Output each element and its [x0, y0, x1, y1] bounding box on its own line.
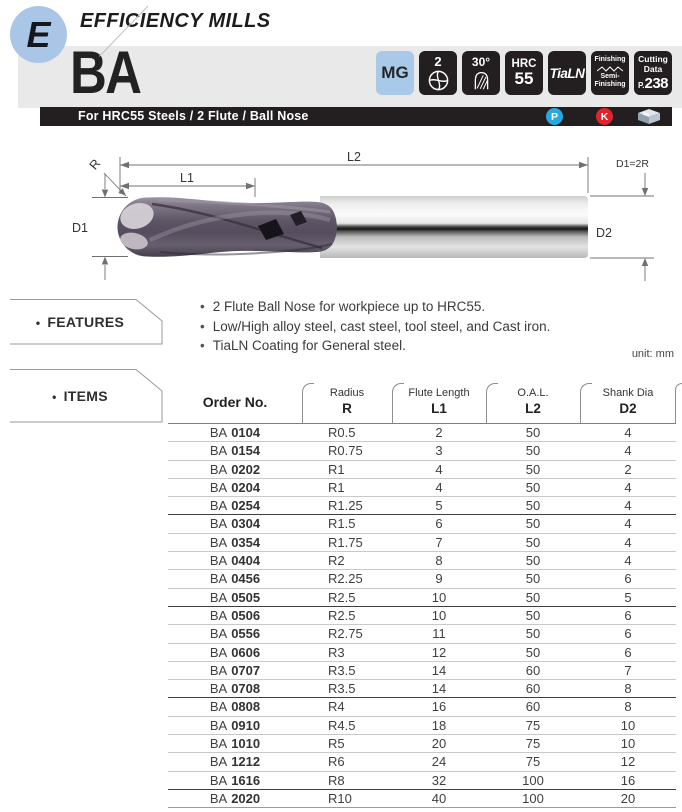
oal-cell: 75	[486, 735, 580, 753]
dim-label-l2: L2	[347, 150, 361, 164]
order-prefix: BA	[209, 516, 228, 532]
radius-cell: R3.5	[302, 680, 392, 698]
order-no-cell	[168, 661, 302, 679]
oal-cell: 50	[486, 424, 580, 442]
items-tab	[10, 369, 168, 423]
flute-length-cell: 6	[392, 515, 486, 533]
feature-item: • 2 Flute Ball Nose for workpiece up to HRC55.	[200, 297, 550, 317]
order-prefix: BA	[209, 717, 228, 733]
section-letter-badge	[10, 6, 67, 63]
radius-cell: R1.5	[302, 515, 392, 533]
helix-angle-label: 30°	[471, 54, 491, 69]
table-row	[168, 552, 676, 570]
order-number: 2020	[231, 790, 261, 806]
shank-dia-cell: 20	[580, 789, 676, 807]
order-number: 0304	[231, 516, 261, 532]
order-no-cell	[168, 680, 302, 698]
order-number: 0556	[231, 626, 261, 642]
flute-length-cell: 10	[392, 588, 486, 606]
hardness-value-label: 55	[514, 69, 534, 89]
shank-dia-cell: 4	[580, 552, 676, 570]
badge-cutting-data	[634, 51, 672, 95]
flute-length-cell: 11	[392, 625, 486, 643]
table-row	[168, 515, 676, 533]
order-no-cell	[168, 497, 302, 515]
table-row	[168, 424, 676, 442]
flute-length-cell: 3	[392, 442, 486, 460]
order-number: 0707	[231, 662, 261, 678]
order-number: 0456	[231, 571, 261, 587]
features-list	[200, 297, 550, 356]
unit-label: unit: mm	[631, 348, 674, 360]
col-header-order-no: Order No.	[168, 380, 302, 424]
dim-note-d1-2r: D1=2R	[616, 158, 649, 170]
p-label: P	[550, 110, 558, 123]
material-p-badge	[546, 108, 563, 125]
order-prefix: BA	[209, 461, 228, 477]
flute-length-cell: 7	[392, 533, 486, 551]
shank-dia-cell: 6	[580, 643, 676, 661]
page-prefix: P.	[637, 80, 645, 90]
oal-cell: 50	[486, 625, 580, 643]
radius-cell: R1.75	[302, 533, 392, 551]
dim-label-d2: D2	[596, 226, 612, 240]
order-prefix: BA	[209, 571, 228, 587]
oal-cell: 75	[486, 716, 580, 734]
table-row	[168, 680, 676, 698]
order-no-cell	[168, 753, 302, 771]
table-row	[168, 606, 676, 624]
two-flute-end-view-icon	[427, 69, 450, 92]
order-number: 1212	[231, 754, 261, 770]
package-box-icon	[634, 108, 664, 125]
semi-finishing-label-1: Semi-	[600, 72, 620, 80]
flute-length-cell: 18	[392, 716, 486, 734]
flute-length-cell: 8	[392, 552, 486, 570]
flute-length-cell: 12	[392, 643, 486, 661]
radius-cell: R2.5	[302, 606, 392, 624]
subtitle-text: For HRC55 Steels / 2 Flute / Ball Nose	[78, 109, 309, 123]
tool-drawing	[0, 140, 682, 300]
radius-cell: R1	[302, 478, 392, 496]
flute-length-cell: 20	[392, 735, 486, 753]
badge-flute-count	[419, 51, 457, 95]
table-row	[168, 570, 676, 588]
order-no-cell	[168, 716, 302, 734]
items-label: • ITEMS	[10, 369, 150, 424]
shank-dia-cell: 10	[580, 716, 676, 734]
radius-cell: R4	[302, 698, 392, 716]
series-title: EFFICIENCY MILLS	[80, 10, 271, 32]
radius-cell: R2.5	[302, 588, 392, 606]
radius-cell: R5	[302, 735, 392, 753]
radius-cell: R0.75	[302, 442, 392, 460]
order-prefix: BA	[209, 772, 228, 788]
oal-cell: 50	[486, 497, 580, 515]
col-header-shank-dia: Shank Dia D2	[580, 380, 676, 424]
shank-dia-cell: 6	[580, 570, 676, 588]
subtitle-bar	[40, 107, 672, 126]
radius-cell: R3	[302, 643, 392, 661]
order-prefix: BA	[209, 425, 228, 440]
shank-dia-cell: 4	[580, 533, 676, 551]
oal-cell: 50	[486, 442, 580, 460]
items-table-body	[168, 424, 676, 808]
order-prefix: BA	[209, 443, 228, 459]
radius-cell: R6	[302, 753, 392, 771]
k-label: K	[600, 110, 609, 123]
badge-mg	[376, 51, 414, 95]
order-prefix: BA	[209, 553, 228, 569]
flute-length-cell: 16	[392, 698, 486, 716]
table-row	[168, 497, 676, 515]
oal-cell: 60	[486, 661, 580, 679]
order-number: 1010	[231, 736, 261, 752]
oal-cell: 75	[486, 753, 580, 771]
flute-length-cell: 4	[392, 478, 486, 496]
feature-item: • Low/High alloy steel, cast steel, tool steel, and Cast iron.	[200, 317, 550, 337]
order-no-cell	[168, 442, 302, 460]
oal-cell: 100	[486, 789, 580, 807]
shank-dia-cell: 8	[580, 680, 676, 698]
table-row	[168, 771, 676, 789]
order-prefix: BA	[209, 589, 228, 605]
table-row	[168, 643, 676, 661]
radius-cell: R3.5	[302, 661, 392, 679]
badge-helix-angle	[462, 51, 500, 95]
order-prefix: BA	[209, 736, 228, 752]
shank-dia-cell: 2	[580, 460, 676, 478]
semi-finishing-label-2: Finishing	[594, 81, 626, 89]
order-number: 0606	[231, 644, 261, 660]
oal-cell: 60	[486, 698, 580, 716]
shank-dia-cell: 7	[580, 661, 676, 679]
table-row	[168, 588, 676, 606]
oal-cell: 50	[486, 515, 580, 533]
section-letter: E	[26, 13, 51, 55]
flute-length-cell: 5	[392, 497, 486, 515]
table-row	[168, 661, 676, 679]
radius-cell: R2.25	[302, 570, 392, 588]
order-no-cell	[168, 533, 302, 551]
oal-cell: 50	[486, 606, 580, 624]
oal-cell: 50	[486, 533, 580, 551]
order-no-cell	[168, 771, 302, 789]
radius-cell: R2	[302, 552, 392, 570]
coating-label: TiaLN	[549, 65, 585, 81]
order-number: 0505	[231, 589, 261, 605]
order-number: 0808	[231, 699, 261, 715]
order-prefix: BA	[209, 681, 228, 697]
shank-dia-cell: 8	[580, 698, 676, 716]
radius-cell: R10	[302, 789, 392, 807]
order-prefix: BA	[209, 534, 228, 550]
flute-length-cell: 4	[392, 460, 486, 478]
shank-dia-cell: 12	[580, 753, 676, 771]
order-prefix: BA	[209, 498, 228, 514]
shank-dia-cell: 5	[580, 588, 676, 606]
shank-dia-cell: 10	[580, 735, 676, 753]
order-prefix: BA	[209, 607, 228, 623]
table-row	[168, 716, 676, 734]
oal-cell: 50	[486, 570, 580, 588]
oal-cell: 50	[486, 588, 580, 606]
radius-cell: R0.5	[302, 424, 392, 442]
flute-length-cell: 2	[392, 424, 486, 442]
order-number: 0204	[231, 479, 261, 495]
order-number: 0154	[231, 443, 261, 459]
order-no-cell	[168, 460, 302, 478]
flute-length-cell: 24	[392, 753, 486, 771]
tool-shank	[320, 196, 588, 258]
order-no-cell	[168, 424, 302, 442]
shank-dia-cell: 4	[580, 442, 676, 460]
oal-cell: 50	[486, 478, 580, 496]
radius-cell: R4.5	[302, 716, 392, 734]
oal-cell: 50	[486, 460, 580, 478]
items-table-header	[168, 380, 676, 424]
table-row	[168, 735, 676, 753]
order-number: 0104	[231, 425, 261, 440]
feature-item: • TiaLN Coating for General steel.	[200, 336, 550, 356]
table-row	[168, 533, 676, 551]
finishing-label: Finishing	[594, 56, 626, 64]
page-number: 238	[644, 74, 669, 92]
order-number: 1616	[231, 772, 261, 788]
helix-angle-icon	[471, 70, 492, 91]
badge-finishing	[591, 51, 629, 95]
order-no-cell	[168, 606, 302, 624]
flute-length-cell: 40	[392, 789, 486, 807]
column-separator	[675, 383, 682, 423]
order-prefix: BA	[209, 790, 228, 806]
radius-cell: R2.75	[302, 625, 392, 643]
flute-length-cell: 32	[392, 771, 486, 789]
shank-dia-cell: 4	[580, 478, 676, 496]
table-row	[168, 698, 676, 716]
dim-label-l1: L1	[180, 171, 194, 185]
order-number: 0506	[231, 607, 261, 623]
order-prefix: BA	[209, 699, 228, 715]
order-prefix: BA	[209, 626, 228, 642]
table-row	[168, 753, 676, 771]
order-prefix: BA	[209, 662, 228, 678]
order-number: 0708	[231, 681, 261, 697]
cutting-data-page	[638, 76, 668, 91]
order-no-cell	[168, 552, 302, 570]
order-no-cell	[168, 789, 302, 807]
radius-cell: R1	[302, 460, 392, 478]
table-row	[168, 625, 676, 643]
data-label: Data	[643, 64, 663, 74]
badge-mg-label: MG	[381, 63, 409, 82]
badge-coating	[548, 51, 586, 95]
order-prefix: BA	[209, 644, 228, 660]
order-number: 0910	[231, 717, 261, 733]
order-no-cell	[168, 625, 302, 643]
spec-badges	[376, 51, 672, 95]
order-prefix: BA	[209, 479, 228, 495]
oal-cell: 100	[486, 771, 580, 789]
hardness-unit-label: HRC	[511, 57, 537, 70]
material-k-badge	[596, 108, 613, 125]
order-no-cell	[168, 515, 302, 533]
order-number: 0254	[231, 498, 261, 514]
flute-length-cell: 10	[392, 606, 486, 624]
shank-dia-cell: 6	[580, 625, 676, 643]
table-row	[168, 442, 676, 460]
flute-length-cell: 14	[392, 680, 486, 698]
zigzag-icon	[597, 65, 623, 73]
order-no-cell	[168, 588, 302, 606]
features-tab	[10, 299, 168, 345]
oal-cell: 50	[486, 643, 580, 661]
table-row	[168, 460, 676, 478]
radius-cell: R8	[302, 771, 392, 789]
items-table	[168, 380, 676, 808]
order-no-cell	[168, 735, 302, 753]
order-no-cell	[168, 698, 302, 716]
dim-label-d1: D1	[72, 221, 88, 235]
shank-dia-cell: 16	[580, 771, 676, 789]
order-prefix: BA	[209, 754, 228, 770]
table-row	[168, 789, 676, 807]
order-no-cell	[168, 478, 302, 496]
order-number: 0354	[231, 534, 261, 550]
oal-cell: 50	[486, 552, 580, 570]
cutting-label: Cutting	[638, 54, 668, 65]
col-header-radius: Radius R	[302, 380, 392, 424]
table-row	[168, 478, 676, 496]
badge-hardness	[505, 51, 543, 95]
oal-cell: 60	[486, 680, 580, 698]
col-header-flute-length: Flute Length L1	[392, 380, 486, 424]
shank-dia-cell: 4	[580, 424, 676, 442]
flute-length-cell: 14	[392, 661, 486, 679]
dim-label-r: R	[86, 156, 104, 173]
flute-length-cell: 9	[392, 570, 486, 588]
features-label: • FEATURES	[10, 299, 150, 346]
col-header-oal: O.A.L. L2	[486, 380, 580, 424]
shank-dia-cell: 4	[580, 497, 676, 515]
shank-dia-cell: 6	[580, 606, 676, 624]
order-number: 0202	[231, 461, 261, 477]
order-no-cell	[168, 643, 302, 661]
order-number: 0404	[231, 553, 261, 569]
radius-cell: R1.25	[302, 497, 392, 515]
flute-count-label: 2	[434, 53, 442, 69]
shank-dia-cell: 4	[580, 515, 676, 533]
product-code: BA	[70, 39, 141, 106]
order-no-cell	[168, 570, 302, 588]
